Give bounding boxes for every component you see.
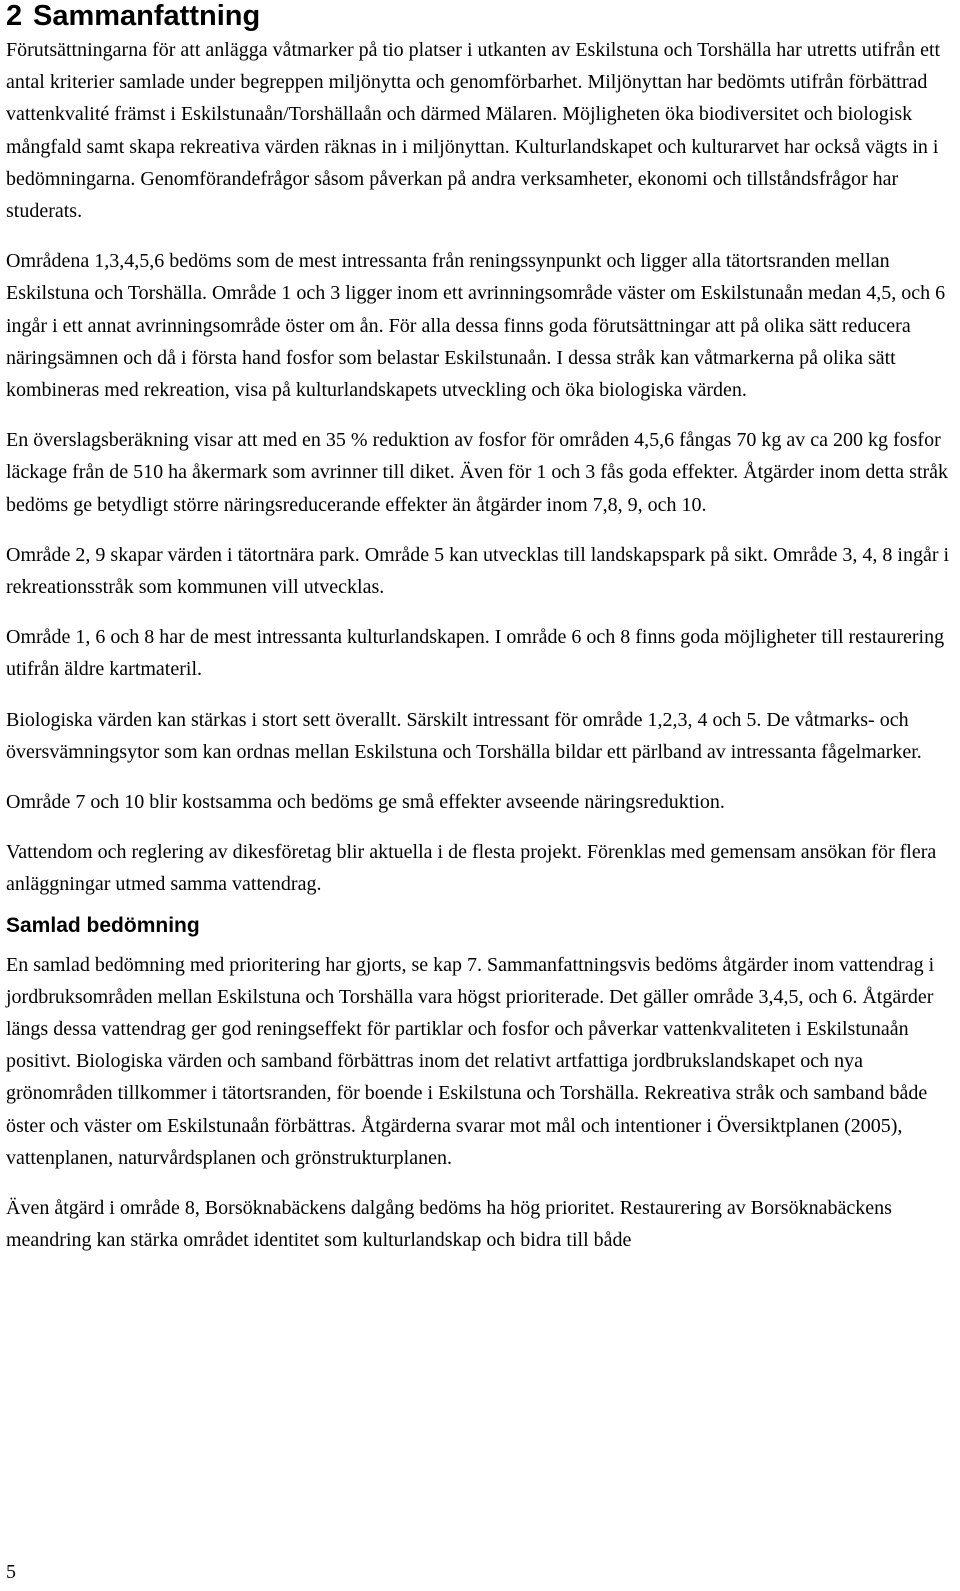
paragraph-overall-assessment: En samlad bedömning med prioritering har gjorts, se kap 7. Sammanfattningsvis bedöms åtgärder inom vattendrag i jordbruksområden mellan Eskilstuna och Torshälla vara högst prioriterade. Det gäller område 3,4,5, och 6. Åtgärder längs dessa vattendrag ger god reningseffekt för partiklar och fosfor och påverkar vattenkvaliteten i Eskilstunaån positivt. Biologiska värden och samband förbättras inom det relativt artfattiga jordbrukslandskapet och nya grönområden tillkommer i tätortsranden, för boende i Eskilstuna och Torshälla. Rekreativa stråk och samband både öster och väster om Eskilstunaån förbättras. Åtgärderna svarar mot mål och intentioner i Översiktplanen (2005), vattenplanen, naturvårdsplanen och grönstrukturplanen. [6, 953, 935, 1169]
subheading-overall-assessment: Samlad bedömning [6, 913, 200, 937]
spacer [6, 521, 954, 539]
spacer [6, 1174, 954, 1192]
spacer [6, 603, 954, 621]
paragraph-areas: Områdena 1,3,4,5,6 bedöms som de mest intressanta från reningssynpunkt och ligger alla tätortsranden mellan Eskilstuna och Torshälla. Område 1 och 3 ligger inom ett avrinningsområde väster om Eskilstunaån medan 4,5, och 6 ingår i ett annat avrinningsområde öster om ån. För alla dessa finns goda förutsättningar att på olika sätt reducera näringsämnen och då i första hand fosfor som belastar Eskilstunaån. I dessa stråk kan våtmarkerna på olika sätt kombineras med rekreation, visa på kulturlandskapets utveckling och öka biologiska värden. [6, 250, 946, 402]
paragraph-costs: Område 7 och 10 blir kostsamma och bedöms ge små effekter avseende näringsreduktion. [6, 791, 725, 814]
spacer [6, 768, 954, 786]
section-title: Sammanfattning [33, 0, 261, 32]
paragraph-biological-values: Biologiska värden kan stärkas i stort sett överallt. Särskilt intressant för område 1,2,3, 4 och 5. De våtmarks- och översvämningsytor som kan ordnas mellan Eskilstuna och Torshälla bildar ett pärlband av intressanta fågelmarker. [6, 708, 922, 763]
page-content [6, 0, 954, 1257]
paragraph-phosphorus: En överslagsberäkning visar att med en 35 % reduktion av fosfor för områden 4,5,6 fångas 70 kg av ca 200 kg fosfor läckage från de 510 ha åkermark som avrinner till diket. Även för 1 och 3 fås goda effekter. Åtgärder inom detta stråk bedöms ge betydligt större näringsreducerande effekter än åtgärder inom 7,8, 9, och 10. [6, 429, 949, 516]
spacer [6, 818, 954, 836]
spacer [6, 406, 954, 424]
spacer [6, 686, 954, 704]
paragraph-cultural-landscape: Område 1, 6 och 8 har de mest intressanta kulturlandskapen. I område 6 och 8 finns goda möjligheter till restaurering utifrån äldre kartmateril. [6, 626, 945, 681]
section-number: 2 [6, 0, 23, 32]
section-heading [6, 0, 954, 34]
paragraph-area-8: Även åtgärd i område 8, Borsöknabäckens dalgång bedöms ha hög prioritet. Restaurering av Borsöknabäckens meandring kan stärka området identitet som kulturlandskap och bidra till både [6, 1197, 892, 1252]
page-number: 5 [6, 1561, 16, 1583]
paragraph-intro: Förutsättningarna för att anlägga våtmarker på tio platser i utkanten av Eskilstuna och Torshälla har utretts utifrån ett antal kriterier samlade under begreppen miljönytta och genomförbarhet. Miljönyttan har bedömts utifrån förbättrad vattenkvalité främst i Eskilstunaån/Torshällaån och därmed Mälaren. Möjligheten öka biodiversitet och biologisk mångfald samt skapa rekreativa värden räknas in i miljönyttan. Kulturlandskapet och kulturarvet har också vägts in i bedömningarna. Genomförandefrågor såsom påverkan på andra verksamheter, ekonomi och tillståndsfrågor har studerats. [6, 39, 941, 223]
paragraph-parks: Område 2, 9 skapar värden i tätortnära park. Område 5 kan utvecklas till landskapspark på sikt. Område 3, 4, 8 ingår i rekreationsstråk som kommunen vill utvecklas. [6, 543, 950, 599]
spacer [6, 227, 954, 245]
paragraph-water-rights: Vattendom och reglering av dikesföretag blir aktuella i de flesta projekt. Förenklas med gemensam ansökan för flera anläggningar utmed samma vattendrag. [6, 841, 937, 896]
